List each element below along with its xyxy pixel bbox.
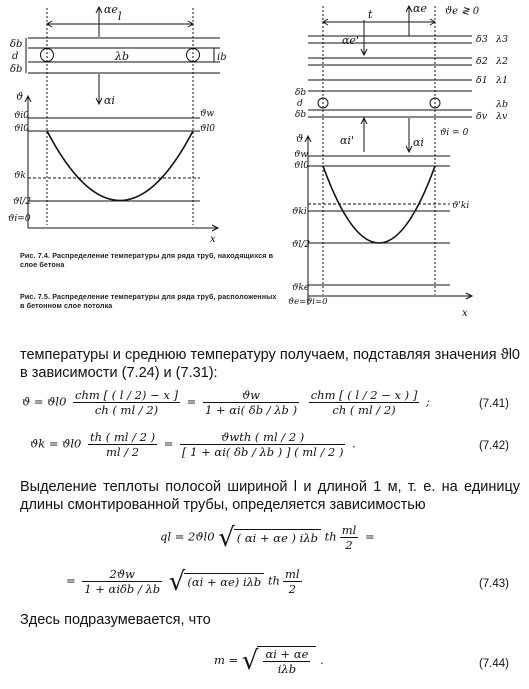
- eq41-equals: =: [186, 394, 197, 409]
- pipe-left: [41, 49, 54, 62]
- figures: [0, 0, 529, 330]
- eq42-frac1-num: th ( ml / 2 ): [90, 430, 156, 444]
- equation-7-41: [22, 388, 430, 417]
- label-delta-b: δb: [10, 39, 23, 50]
- label-theta-l0: ϑl0: [294, 161, 310, 171]
- eq43a-lhs: ql = 2ϑl0: [160, 529, 215, 544]
- pipe-right: [187, 49, 200, 62]
- equation-number-7-44: (7.44): [478, 658, 509, 670]
- equation-7-42: [30, 430, 356, 459]
- equation-7-43-line-2: [66, 567, 305, 596]
- label-theta: ϑ: [296, 134, 304, 145]
- eq44-num: αi + αe: [265, 647, 309, 661]
- eq41-lhs: ϑ = ϑl0: [22, 394, 67, 409]
- label-theta-i0: ϑi0: [14, 111, 30, 121]
- radical-icon: √: [218, 522, 235, 553]
- radical-icon: √: [168, 566, 186, 597]
- eq42-frac1-den: ml / 2: [106, 445, 140, 459]
- label-theta-l0-right: ϑl0: [200, 124, 216, 134]
- label-d: d: [297, 99, 303, 109]
- eq41-frac1-num: chm [ ( l / 2) − x ]: [75, 388, 178, 402]
- eq43b-lhs: =: [66, 573, 76, 588]
- eq41-frac2-den: 1 + αi( δb / λb ): [204, 403, 298, 417]
- label-theta-zero: ϑi=0: [8, 214, 31, 224]
- equation-7-43-line-1: [160, 523, 375, 552]
- figure-7-5-labels: [288, 2, 508, 319]
- label-delta-v: δv: [476, 111, 488, 122]
- label-theta-ki: ϑki: [292, 207, 307, 217]
- label-alpha-i: αi: [413, 136, 424, 149]
- label-delta-b: δb: [295, 110, 307, 120]
- label-alpha-i-prime: αi': [340, 134, 354, 147]
- label-alpha-e: αe: [413, 2, 427, 15]
- eq42-frac2-num: ϑwth ( ml / 2 ): [180, 430, 345, 445]
- eq41-end: ;: [425, 394, 430, 409]
- label-delta-b: δb: [10, 64, 23, 75]
- label-delta-1: δ1: [476, 75, 488, 86]
- caption-fig-7-5: Рис. 7.5. Распределение температуры для ряда труб, расположенных в бетонном слое потолка: [20, 292, 277, 310]
- equation-number-7-42: (7.42): [478, 440, 509, 452]
- label-theta-i-zero: ϑi = 0: [440, 128, 469, 138]
- eq43b-th-den: 2: [288, 582, 296, 596]
- label-theta-ki-prime: ϑ'ki: [452, 201, 470, 211]
- eq44-lhs: m =: [214, 653, 239, 667]
- eq42-lhs: ϑk = ϑl0: [30, 436, 82, 451]
- eq43a-th: th: [324, 529, 337, 544]
- label-lambda-3: λ3: [496, 34, 509, 45]
- label-i-b: ib: [217, 52, 227, 63]
- label-theta-l2: ϑl/2: [292, 240, 311, 250]
- eq43b-th-num: ml: [284, 567, 300, 581]
- eq43a-th-num: ml: [341, 523, 357, 537]
- figure-7-4-labels: [8, 3, 227, 245]
- eq42-end: .: [352, 436, 356, 451]
- label-theta-ke: ϑke: [292, 283, 310, 293]
- eq43a-th-den: 2: [345, 538, 353, 552]
- temperature-curve: [47, 131, 193, 201]
- eq43a-end: =: [364, 529, 375, 544]
- label-x: x: [210, 234, 216, 245]
- eq43a-radicand: ( αi + αe ) iλb: [234, 529, 321, 546]
- label-theta-e-bottom: ϑe=ϑi=0: [288, 297, 328, 307]
- eq41-frac3-den: ch ( ml / 2): [332, 403, 396, 417]
- label-t: t: [368, 8, 373, 21]
- paragraph-1: температуры и среднюю температуру получаем, подставляя значения ϑl0 в зависимости (7.24) и (7.31):: [20, 347, 520, 381]
- caption-fig-7-4: Рис. 7.4. Распределение температуры для ряда труб, находящихся в слое бетона: [20, 251, 274, 269]
- label-x: x: [462, 308, 468, 319]
- figure-7-4: [25, 7, 220, 231]
- eq43b-frac-den: 1 + αiδb / λb: [84, 582, 161, 596]
- eq44-end: .: [320, 653, 324, 667]
- eq43b-radicand: (αi + αe) iλb: [184, 573, 264, 590]
- figure-7-5: [305, 6, 472, 305]
- label-d: d: [12, 51, 19, 62]
- label-delta-2: δ2: [476, 56, 488, 67]
- paragraph-2: Выделение теплоты полосой шириной l и длиной 1 м, т. е. на единицу длины смонтированной трубы, определяется зависимостью: [20, 479, 520, 513]
- label-alpha-e: αe: [104, 3, 118, 16]
- label-delta-3: δ3: [476, 34, 488, 45]
- eq41-frac1-den: ch ( ml / 2): [94, 403, 159, 417]
- label-l: l: [118, 10, 122, 23]
- label-lambda-1: λ1: [496, 75, 509, 86]
- label-theta-w: ϑw: [294, 150, 309, 160]
- eq41-frac2-num: ϑw: [203, 388, 299, 403]
- label-theta-l0: ϑl0: [14, 124, 30, 134]
- label-theta-w: ϑw: [200, 109, 215, 119]
- radical-icon: √: [241, 646, 259, 676]
- label-lambda-2: λ2: [496, 56, 509, 67]
- label-alpha-e-prime: αe': [342, 34, 359, 47]
- equation-number-7-43: (7.43): [478, 578, 509, 590]
- eq44-den: iλb: [277, 662, 297, 676]
- label-theta-e: ϑe ≷ 0: [445, 6, 480, 17]
- paragraph-3: Здесь подразумевается, что: [20, 612, 211, 628]
- label-theta-k: ϑk: [14, 171, 26, 181]
- label-lambda-b: λb: [496, 99, 509, 110]
- label-lambda-v: λv: [496, 111, 508, 122]
- eq42-equals: =: [163, 436, 174, 451]
- label-alpha-i: αi: [104, 94, 115, 107]
- eq42-frac2-den: [ 1 + αi( δb / λb ) ] ( ml / 2 ): [182, 445, 344, 459]
- label-theta: ϑ: [16, 92, 24, 103]
- eq43b-frac-num: 2ϑw: [82, 567, 162, 582]
- label-delta-b: δb: [295, 88, 307, 98]
- eq41-frac3-num: chm [ ( l / 2 − x ) ]: [310, 388, 418, 402]
- equation-7-44: [214, 646, 324, 676]
- equation-number-7-41: (7.41): [478, 398, 509, 410]
- eq43b-th: th: [267, 573, 280, 588]
- label-lambda-b: λb: [115, 50, 130, 63]
- label-theta-l2: ϑl/2: [13, 197, 32, 207]
